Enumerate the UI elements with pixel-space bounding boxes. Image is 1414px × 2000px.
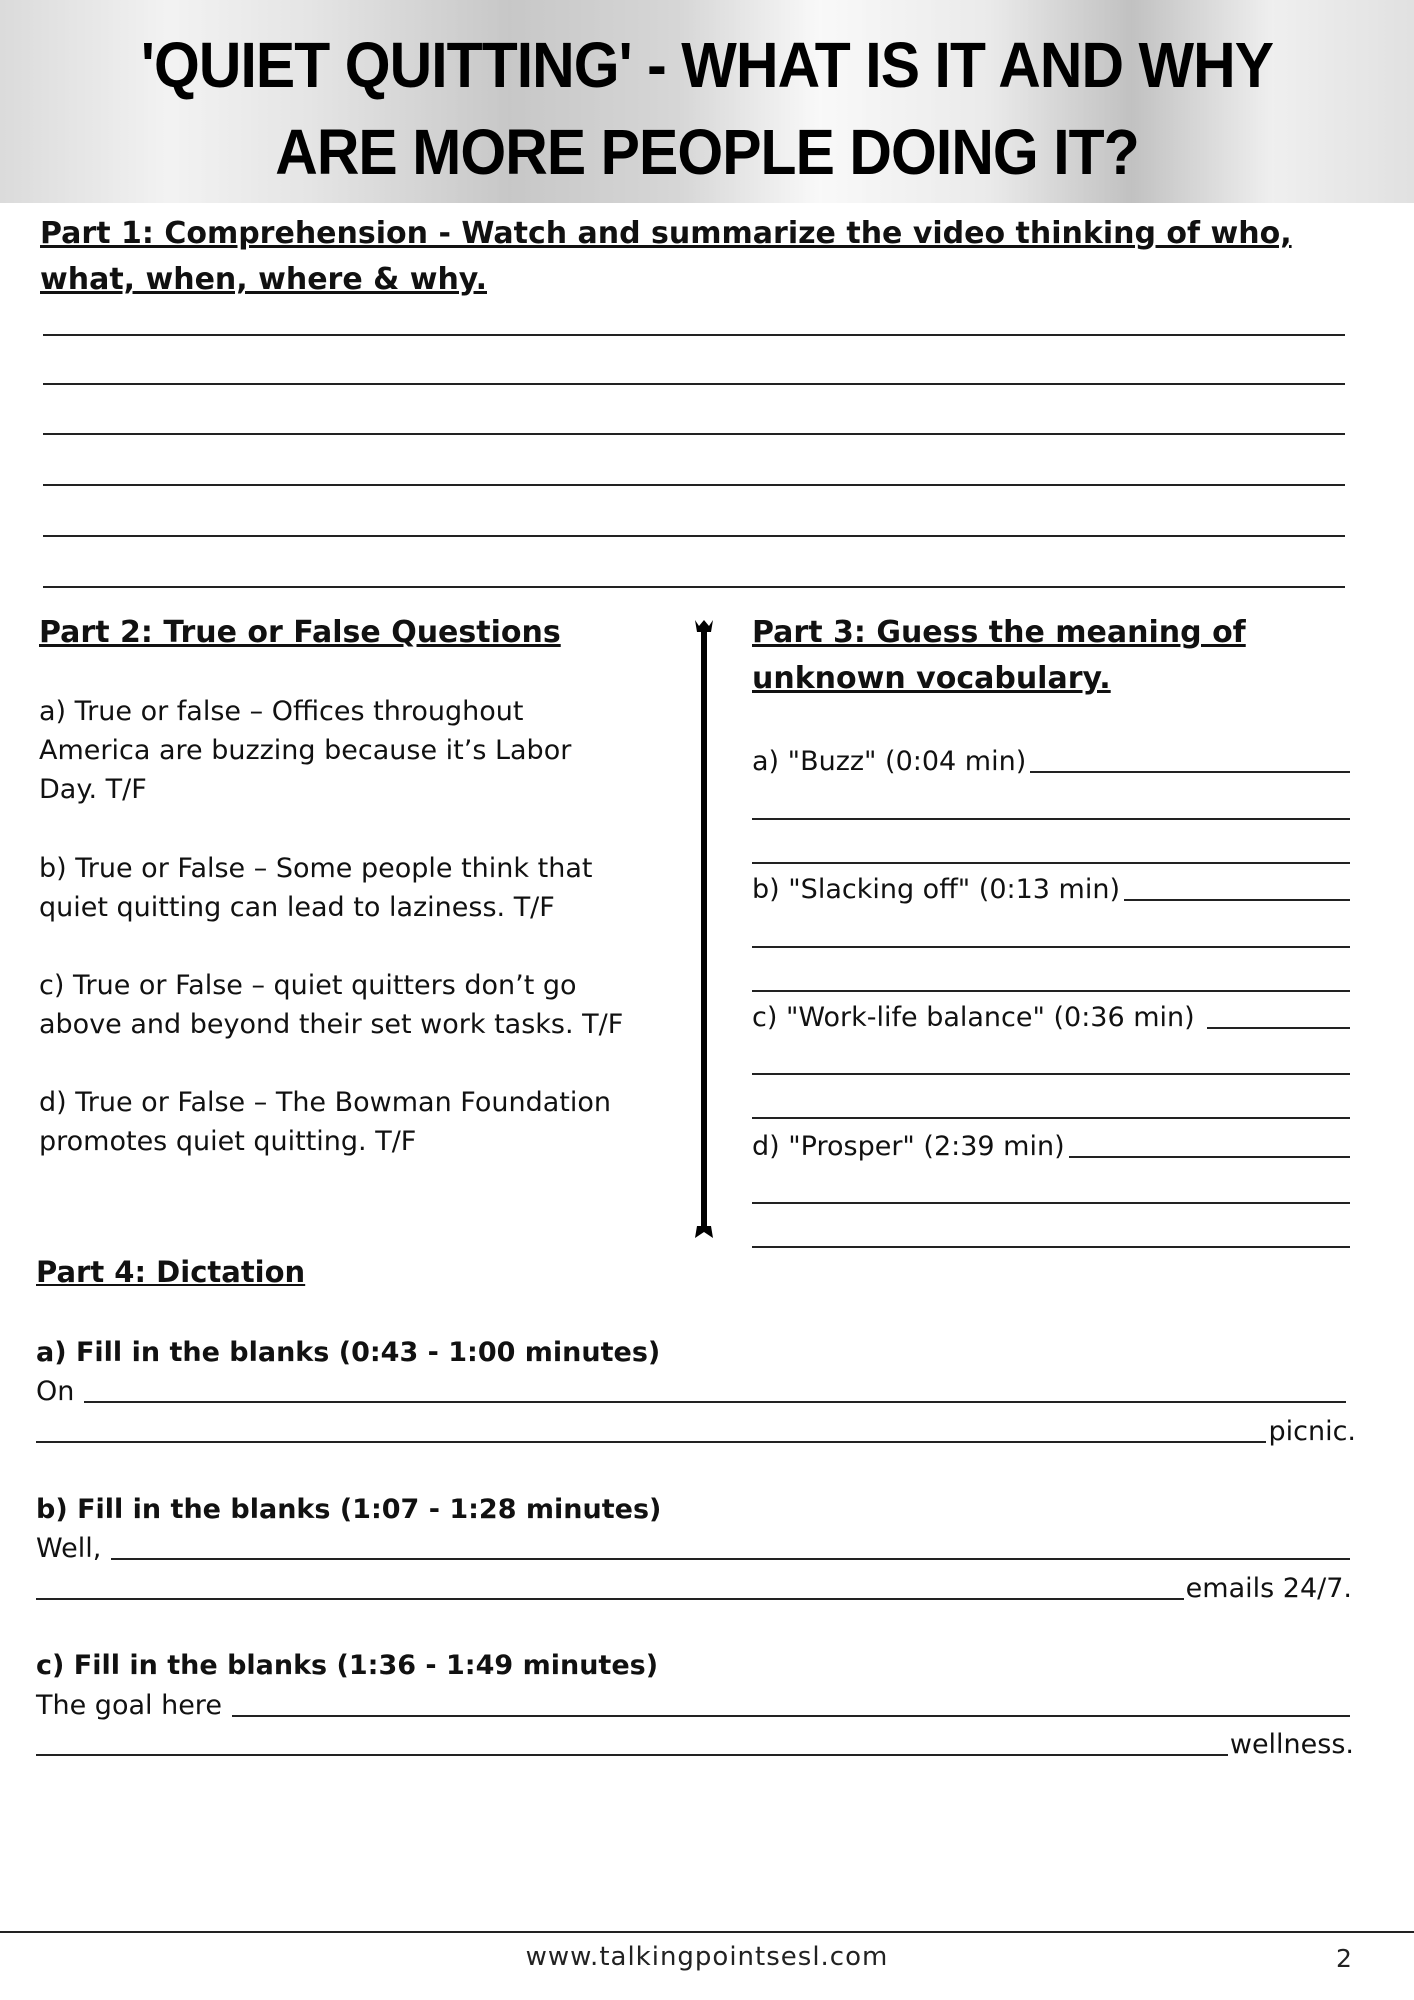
text-line: c) True or False – quiet quitters don’t go — [39, 970, 577, 1001]
start-word: Well, — [36, 1533, 102, 1564]
answer-line[interactable] — [43, 433, 1345, 435]
dictation-c-line2 — [36, 1728, 1354, 1762]
part1-heading-2: what, when, where & why. — [40, 262, 487, 297]
end-word: emails 24/7. — [1185, 1573, 1352, 1604]
footer-url[interactable]: www.talkingpointsesl.com — [525, 1942, 889, 1972]
tf-question-d — [39, 1083, 611, 1161]
answer-line[interactable] — [43, 383, 1345, 385]
dictation-c-line1 — [36, 1689, 1350, 1723]
answer-line[interactable] — [752, 1246, 1350, 1248]
text-line: quiet quitting can lead to laziness. T/F — [39, 892, 555, 923]
text-line: d) True or False – The Bowman Foundation — [39, 1087, 612, 1118]
dictation-a-line1 — [36, 1375, 1346, 1409]
tf-question-c — [39, 966, 623, 1044]
tf-question-a — [39, 692, 571, 809]
answer-line[interactable] — [752, 1117, 1350, 1119]
dictation-a-line2 — [36, 1415, 1356, 1449]
dictation-b-line1 — [36, 1532, 1350, 1566]
vocab-label: b) "Slacking off" (0:13 min) — [752, 874, 1120, 905]
answer-line[interactable] — [36, 1754, 1228, 1756]
answer-line[interactable] — [111, 1558, 1350, 1560]
vocab-item-d — [752, 1130, 1350, 1164]
dictation-a-label: a) Fill in the blanks (0:43 - 1:00 minutes) — [36, 1337, 661, 1368]
answer-line[interactable] — [1207, 1027, 1350, 1029]
text-line: America are buzzing because it’s Labor — [39, 735, 572, 766]
tf-question-b — [39, 849, 592, 927]
part3-heading: Part 3: Guess the meaning of — [752, 615, 1246, 650]
text-line: b) True or False – Some people think that — [39, 853, 593, 884]
answer-line[interactable] — [232, 1715, 1350, 1717]
answer-line[interactable] — [36, 1441, 1266, 1443]
answer-line[interactable] — [752, 946, 1350, 948]
text-line: a) True or false – Offices throughout — [39, 696, 524, 727]
start-word: On — [36, 1376, 75, 1407]
end-word: wellness. — [1229, 1729, 1354, 1760]
answer-line[interactable] — [43, 484, 1345, 486]
text-line: promotes quiet quitting. T/F — [39, 1126, 417, 1157]
vocab-label: a) "Buzz" (0:04 min) — [752, 746, 1027, 777]
dictation-b-label: b) Fill in the blanks (1:07 - 1:28 minutes) — [36, 1494, 662, 1525]
part1-heading: Part 1: Comprehension - Watch and summarize the video thinking of who, — [40, 216, 1292, 251]
answer-line[interactable] — [752, 990, 1350, 992]
answer-line[interactable] — [752, 1202, 1350, 1204]
vocab-label: c) "Work-life balance" (0:36 min) — [752, 1002, 1195, 1033]
part3-heading-2: unknown vocabulary. — [752, 661, 1111, 696]
answer-line[interactable] — [1030, 771, 1350, 773]
column-divider — [690, 618, 718, 1242]
text-line: above and beyond their set work tasks. T/F — [39, 1009, 624, 1040]
answer-line[interactable] — [1069, 1156, 1350, 1158]
footer-divider — [0, 1931, 1414, 1933]
page-title-line1: 'QUIET QUITTING' - WHAT IS IT AND WHY — [140, 29, 1274, 101]
answer-line[interactable] — [36, 1598, 1184, 1600]
end-word: picnic. — [1268, 1416, 1356, 1447]
text-line: Day. T/F — [39, 774, 147, 805]
answer-line[interactable] — [43, 586, 1345, 588]
page-title-line2: ARE MORE PEOPLE DOING IT? — [275, 116, 1139, 188]
vocab-item-c — [752, 1001, 1350, 1035]
start-word: The goal here — [36, 1690, 222, 1721]
answer-line[interactable] — [752, 818, 1350, 820]
vocab-label: d) "Prosper" (2:39 min) — [752, 1131, 1065, 1162]
part2-heading: Part 2: True or False Questions — [39, 615, 561, 650]
answer-line[interactable] — [43, 334, 1345, 336]
dictation-b-line2 — [36, 1572, 1352, 1606]
part4-heading: Part 4: Dictation — [36, 1255, 306, 1289]
answer-line[interactable] — [84, 1401, 1346, 1403]
answer-line[interactable] — [43, 535, 1345, 537]
answer-line[interactable] — [752, 1073, 1350, 1075]
page-number: 2 — [1336, 1944, 1352, 1973]
vocab-item-a — [752, 745, 1350, 779]
vocab-item-b — [752, 873, 1350, 907]
answer-line[interactable] — [1124, 899, 1350, 901]
dictation-c-label: c) Fill in the blanks (1:36 - 1:49 minutes) — [36, 1650, 659, 1681]
answer-line[interactable] — [752, 862, 1350, 864]
